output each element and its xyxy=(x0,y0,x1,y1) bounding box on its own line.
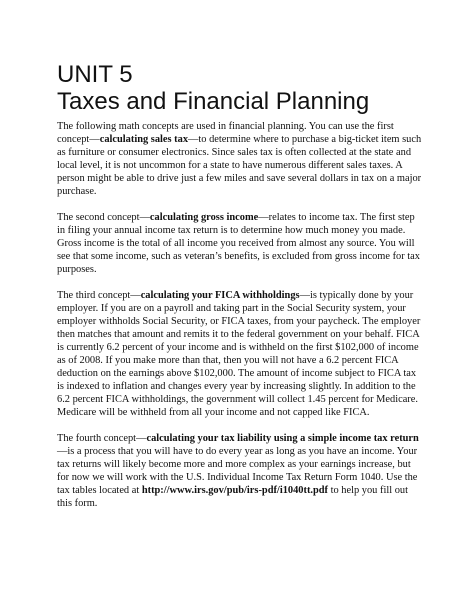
paragraph-gross-income xyxy=(57,211,422,276)
paragraph-text: to help you fill out this form. xyxy=(57,485,408,509)
unit-heading: UNIT 5 xyxy=(57,61,133,88)
paragraph-text: —is typically done by your employer. If you are on a payroll and taking part in the Social Security system, your employer withholds Social Security, or FICA taxes, from your paycheck. The employer then matches that amount and remits it to the federal government on your behalf. FICA is currently 6.2 percent of your income and is withheld on the first $102,000 of income as of 2008. If you make more than that, then you will not have a 6.2 percent FICA deduction on the earnings above $102,000. The amount of income subject to FICA tax is indexed to inflation and changes every year by increasing slightly. In addition to the 6.2 percent FICA withholdings, the government will collect 1.45 percent for Medicare. Medicare will be withheld from all your income and not capped like FICA. xyxy=(57,290,421,418)
document-page xyxy=(57,62,422,523)
concept-tax-liability: calculating your tax liability using a simple income tax return xyxy=(146,433,419,444)
paragraph-text: The following math concepts are used in financial planning. You can use the first concept— xyxy=(57,121,394,145)
paragraph-text: The second concept— xyxy=(57,212,150,223)
paragraph-text: —is a process that you will have to do every year as long as you have an income. Your tax returns will likely become more and more complex as your earnings increase, but for now we will work with the U.S. Individual Income Tax Return Form 1040. Use the tax tables located at xyxy=(57,446,418,496)
irs-tax-table-link[interactable]: http://www.irs.gov/pub/irs-pdf/i1040tt.pdf xyxy=(141,485,329,496)
paragraph-fica xyxy=(57,289,422,419)
page-title: Taxes and Financial Planning xyxy=(57,88,370,115)
paragraph-text: The fourth concept— xyxy=(57,433,147,444)
paragraph-text: The third concept— xyxy=(57,290,141,301)
concept-gross-income: calculating gross income xyxy=(149,212,259,223)
paragraph-tax-liability xyxy=(57,432,422,510)
paragraph-text: —relates to income tax. The first step in filing your annual income tax return is to determine how much money you made. Gross income is the total of all income you received from almost any source. You will see that some income, such as veteran’s benefits, is excluded from gross income for tax purposes. xyxy=(57,212,420,275)
paragraph-sales-tax xyxy=(57,120,422,198)
concept-fica: calculating your FICA withholdings xyxy=(140,290,300,301)
paragraph-text: —to determine where to purchase a big-ticket item such as furniture or consumer electronics. Since sales tax is often collected at the state and local level, it is not uncommon for a state to have numerous different sales taxes. A person might be able to drive just a few miles and save several dollars in tax on a major purchase. xyxy=(57,134,422,197)
concept-sales-tax: calculating sales tax xyxy=(99,134,189,145)
